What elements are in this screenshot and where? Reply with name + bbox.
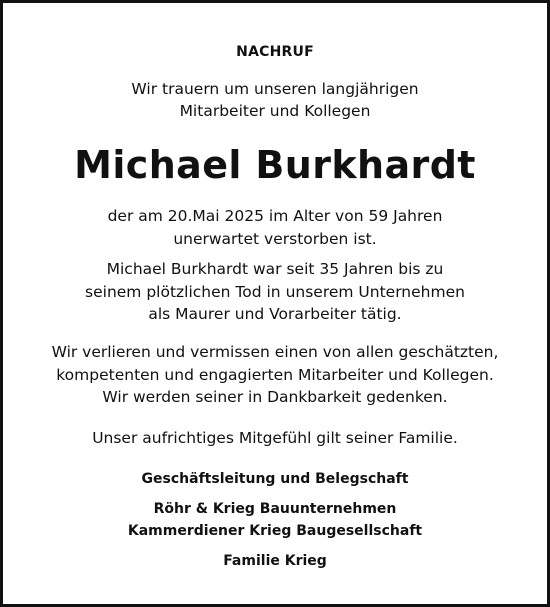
deceased-name: Michael Burkhardt [74,143,476,187]
tribute-line: Wir werden seiner in Dankbarkeit gedenken. [102,388,448,406]
death-line: unerwartet verstorben ist. [173,229,377,248]
death-details [6,205,544,250]
signatory-companies [6,498,544,542]
notice-heading: NACHRUF [236,44,314,60]
employment-line: als Maurer und Vorarbeiter tätig. [148,305,402,323]
intro-line: Mitarbeiter und Kollegen [179,102,371,120]
signatory-company: Röhr & Krieg Bauunternehmen [153,501,397,517]
employment-line: Michael Burkhardt war seit 35 Jahren bis zu [106,260,444,278]
intro-text [6,78,544,122]
employment-details [6,258,544,326]
death-line: der am 20.Mai 2025 im Alter von 59 Jahren [107,207,443,225]
intro-line: Wir trauern um unseren langjährigen [131,80,419,98]
signatory-management: Geschäftsleitung und Belegschaft [141,471,409,487]
signatory-company: Kammerdiener Krieg Baugesellschaft [127,523,423,539]
signatory-family: Familie Krieg [223,553,327,569]
tribute-text [6,341,544,409]
sympathy-text: Unser aufrichtiges Mitgefühl gilt seiner Familie. [92,429,458,447]
tribute-line: Wir verlieren und vermissen einen von allen geschätzten, [51,343,499,361]
tribute-line: kompetenten und engagierten Mitarbeiter und Kollegen. [56,365,494,384]
employment-line: seinem plötzlichen Tod in unserem Unternehmen [85,282,465,301]
